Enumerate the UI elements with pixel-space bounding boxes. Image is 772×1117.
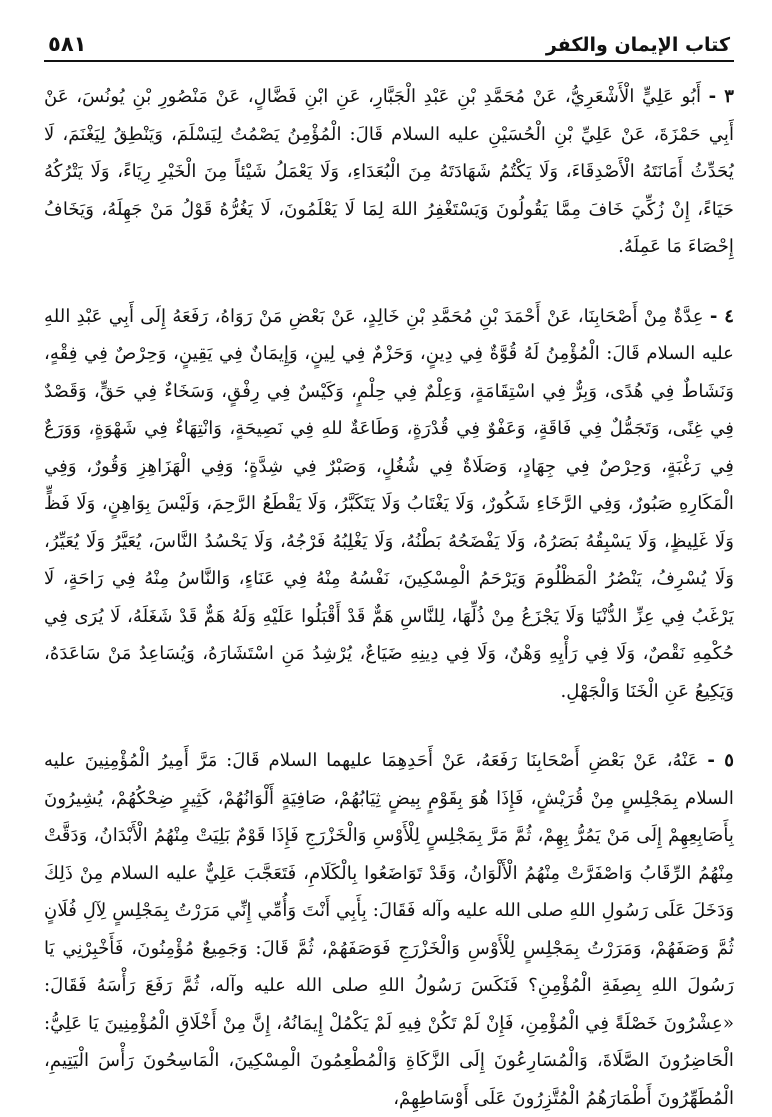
- hadith-number: ٥ -: [707, 750, 734, 771]
- hadith-paragraph: [44, 742, 734, 1117]
- page-number: ٥٨١: [48, 32, 87, 56]
- hadith-number: ٤ -: [709, 305, 734, 327]
- hadith-paragraph: [44, 298, 734, 711]
- hadith-text: عَنْهُ، عَنْ بَعْضِ أَصْحَابِنَا رَفَعَهُ، عَنْ أَحَدِهِمَا عليهما السلام قَالَ: مَرَّ أَمِيرُ الْمُؤْمِنِينَ عليه السلام بِمَجْلِسٍ مِنْ قُرَيْشٍ، فَإِذَا هُوَ بِقَوْمٍ بِيضٍ ثِيَابُهُمْ، صَافِيَةٍ أَلْوَانُهُمْ، كَثِيرٍ ضِحْكُهُمْ، يُشِيرُونَ بِأَصَابِعِهِمْ إِلَى مَنْ يَمُرُّ بِهِمْ، ثُمَّ مَرَّ بِمَجْلِسٍ لِلْأَوْسِ وَالْخَزْرَجِ فَإِذَا قَوْمٌ بَلِيَتْ مِنْهُمُ الْأَبْدَانُ، وَدَقَّتْ مِنْهُمُ الرِّقَابُ وَاصْفَرَّتْ مِنْهُمُ الْأَلْوَانُ، وَقَدْ تَوَاضَعُوا بِالْكَلَامِ، فَتَعَجَّبَ عَلِيٌّ عليه السلام مِنْ ذَلِكَ وَدَخَلَ عَلَى رَسُولِ اللهِ صلى الله عليه وآله فَقَالَ: بِأَبِي أَنْتَ وَأُمِّي إِنِّي مَرَرْتُ بِمَجْلِسٍ لِآلِ فُلَانٍ ثُمَّ وَصَفَهُمْ، وَمَرَرْتُ بِمَجْلِسٍ لِلْأَوْسِ وَالْخَزْرَجِ فَوَصَفَهُمْ، ثُمَّ قَالَ: وَجَمِيعٌ مُؤْمِنُونَ، فَأَخْبِرْنِي يَا رَسُولَ اللهِ بِصِفَةِ الْمُؤْمِنِ؟ فَنَكَسَ رَسُولُ اللهِ صلى الله عليه وآله، ثُمَّ رَفَعَ رَأْسَهُ فَقَالَ: «عِشْرُونَ خَصْلَةً فِي الْمُؤْمِنِ، فَإِنْ لَمْ تَكُنْ فِيهِ لَمْ يَكْمُلْ إِيمَانُهُ، إِنَّ مِنْ أَخْلَاقِ الْمُؤْمِنِينَ يَا عَلِيُّ: الْحَاضِرُونَ الصَّلَاةَ، وَالْمُسَارِعُونَ إِلَى الزَّكَاةِ وَالْمُطْعِمُونَ الْمِسْكِينَ، الْمَاسِحُونَ رَأْسَ الْيَتِيمِ، الْمُطَهِّرُونَ أَطْمَارَهُمُ الْمُتَّزِرُونَ عَلَى أَوْسَاطِهِمْ،: [44, 750, 734, 1109]
- hadith-text: عِدَّةٌ مِنْ أَصْحَابِنَا، عَنْ أَحْمَدَ بْنِ مُحَمَّدِ بْنِ خَالِدٍ، عَنْ بَعْضِ مَنْ رَوَاهُ، رَفَعَهُ إِلَى أَبِي عَبْدِ اللهِ عليه السلام قَالَ: الْمُؤْمِنُ لَهُ قُوَّةٌ فِي دِينٍ، وَحَزْمٌ فِي لِينٍ، وَإِيمَانٌ فِي يَقِينٍ، وَحِرْصٌ فِي فِقْهٍ، وَنَشَاطٌ فِي هُدًى، وَبِرٌّ فِي اسْتِقَامَةٍ، وَعِلْمٌ فِي حِلْمٍ، وَكَيْسٌ فِي رِفْقٍ، وَسَخَاءٌ فِي حَقٍّ، وَقَصْدٌ فِي غِنًى، وَتَجَمُّلٌ فِي فَاقَةٍ، وَعَفْوٌ فِي قُدْرَةٍ، وَطَاعَةٌ للهِ فِي نَصِيحَةٍ، وَانْتِهَاءٌ فِي شَهْوَةٍ، وَوَرَعٌ فِي رَغْبَةٍ، وَحِرْصٌ فِي جِهَادٍ، وَصَلَاةٌ فِي شُغُلٍ، وَصَبْرٌ فِي شِدَّةٍ؛ وَفِي الْهَزَاهِزِ وَقُورٌ، وَفِي الْمَكَارِهِ صَبُورٌ، وَفِي الرَّخَاءِ شَكُورٌ، وَلَا يَغْتَابُ وَلَا يَتَكَبَّرُ، وَلَا يَقْطَعُ الرَّحِمَ، وَلَيْسَ بِوَاهِنٍ، وَلَا فَظٍّ وَلَا غَلِيظٍ، وَلَا يَسْبِقُهُ بَصَرُهُ، وَلَا يَفْضَحُهُ بَطْنُهُ، وَلَا يَغْلِبُهُ فَرْجُهُ، وَلَا يَحْسُدُ النَّاسَ، يُعَيَّرُ وَلَا يُعَيِّرُ، وَلَا يُسْرِفُ، يَنْصُرُ الْمَظْلُومَ وَيَرْحَمُ الْمِسْكِينَ، نَفْسُهُ مِنْهُ فِي عَنَاءٍ، وَالنَّاسُ مِنْهُ فِي رَاحَةٍ، لَا يَرْغَبُ فِي عِزِّ الدُّنْيَا وَلَا يَجْزَعُ مِنْ ذُلِّهَا، لِلنَّاسِ هَمٌّ قَدْ أَقْبَلُوا عَلَيْهِ وَلَهُ هَمٌّ قَدْ شَغَلَهُ، لَا يُرَى فِي حُكْمِهِ نَقْصٌ، وَلَا فِي رَأْيِهِ وَهْنٌ، وَلَا فِي دِينِهِ ضَيَاعٌ، يُرْشِدُ مَنِ اسْتَشَارَهُ، وَيُسَاعِدُ مَنْ سَاعَدَهُ، وَيَكِيعُ عَنِ الْخَنَا وَالْجَهْلِ.: [44, 305, 734, 702]
- page-body: [44, 78, 734, 1117]
- hadith-text: أَبُو عَلِيٍّ الْأَشْعَرِيُّ، عَنْ مُحَمَّدِ بْنِ عَبْدِ الْجَبَّارِ، عَنِ ابْنِ فَضَّالٍ، عَنْ مَنْصُورِ بْنِ يُونُسَ، عَنْ أَبِي حَمْزَةَ، عَنْ عَلِيِّ بْنِ الْحُسَيْنِ عليه السلام قَالَ: الْمُؤْمِنُ يَصْمُتُ لِيَسْلَمَ، وَيَنْطِقُ لِيَغْنَمَ، لَا يُحَدِّثُ أَمَانَتَهُ الْأَصْدِقَاءَ، وَلَا يَكْتُمُ شَهَادَتَهُ مِنَ الْبُعَدَاءِ، وَلَا يَعْمَلُ شَيْئاً مِنَ الْخَيْرِ رِيَاءً، وَلَا يَتْرُكُهُ حَيَاءً، إِنْ زُكِّيَ خَافَ مِمَّا يَقُولُونَ وَيَسْتَغْفِرُ اللهَ لِمَا لَا يَعْلَمُونَ، لَا يَغُرُّهُ قَوْلُ مَنْ جَهِلَهُ، وَيَخَافُ إِحْصَاءَ مَا عَمِلَهُ.: [44, 86, 734, 257]
- hadith-paragraph: [44, 78, 734, 266]
- page-header: [44, 28, 734, 62]
- running-title: كتاب الإيمان والكفر: [545, 34, 730, 56]
- hadith-number: ٣ -: [708, 86, 734, 107]
